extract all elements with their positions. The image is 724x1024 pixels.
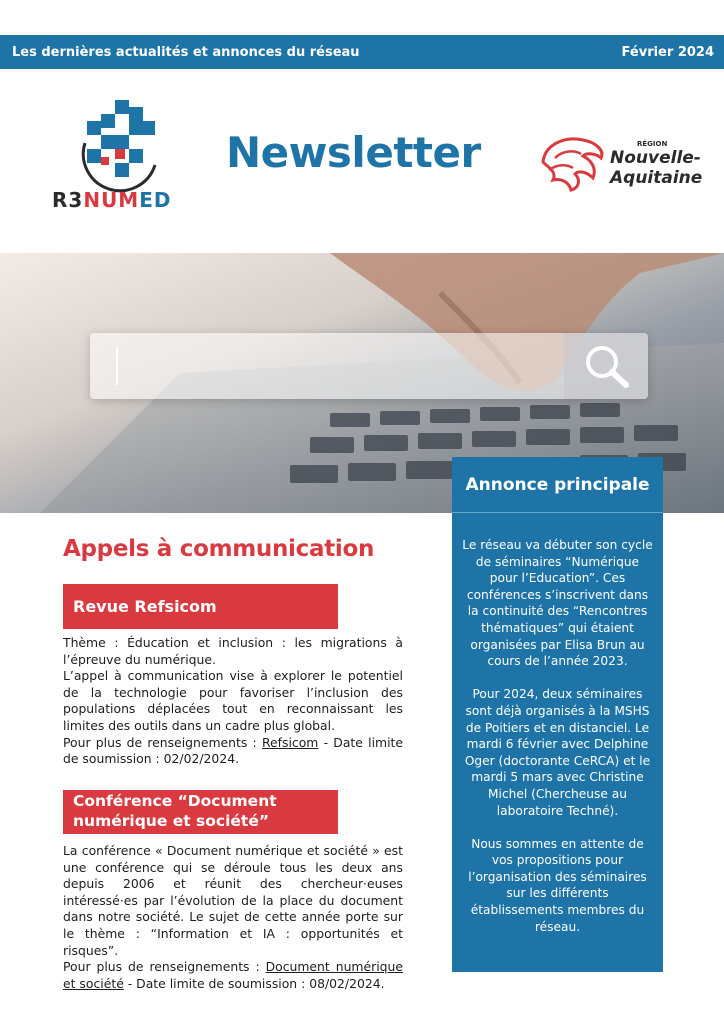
refsicom-heading: Revue Refsicom: [63, 584, 338, 629]
conference-heading: Conférence “Document numérique et société”: [63, 790, 338, 834]
conference-link[interactable]: Document numérique et société: [63, 959, 403, 991]
top-banner: [0, 35, 724, 69]
refsicom-description: L’appel à communication vise à explorer le potentiel de la technologie pour favoriser l’inclusion des populations déplacées tout en reconnaissant les limites des outils dans un cadre plus global.: [63, 668, 403, 733]
region-label: RÉGION: [637, 140, 668, 148]
announcement-title: Annonce principale: [452, 457, 663, 513]
refsicom-link[interactable]: Refsicom: [261, 734, 319, 750]
announcement-paragraph: Pour 2024, deux séminaires sont déjà organisés à la MSHS de Poitiers et en distanciel. Le mardi 6 février avec Delphine Oger (doctorante CeRCA) et le mardi 5 mars avec Christine Michel (Chercheuse au laboratoire Techné).: [464, 687, 651, 818]
refsicom-info: Pour plus de renseignements : Refsicom - Date limite de soumission : 02/02/2024.: [63, 734, 403, 767]
refsicom-text: [63, 635, 403, 768]
conference-text: [63, 843, 403, 992]
search-button: [564, 333, 648, 399]
announcement-body: [452, 513, 663, 935]
conference-description: La conférence « Document numérique et société » est une conférence qui se déroule tous les deux ans depuis 2006 et réunit des chercheur·euses intéressé·es par l’évolution de la place du document dans notre société. Le sujet de cette année porte sur le thème : “Information et IA : opportunités et risques”.: [63, 843, 403, 958]
region-name: Nouvelle- Aquitaine: [610, 148, 703, 188]
banner-tagline: Les dernières actualités et annonces du réseau: [12, 44, 360, 60]
announcement-paragraph: Le réseau va débuter son cycle de séminaires “Numérique pour l’Education”. Ces conférences s’inscrivent dans la continuité des “Rencontres thématiques” qui étaient organisées par Elisa Brun au cours de l’année 2023.: [462, 538, 653, 669]
banner-date: Février 2024: [621, 44, 714, 60]
calls-section-title: Appels à communication: [63, 536, 375, 562]
newsletter-title: Newsletter: [226, 128, 481, 177]
magnifier-icon: [564, 333, 648, 399]
search-bar: [90, 333, 648, 399]
conference-info: Pour plus de renseignements : Document numérique et société - Date limite de soumission : 08/02/2024.: [63, 959, 403, 991]
announcement-paragraph: Nous sommes en attente de vos propositions pour l’organisation des séminaires sur les différents établissements membres du réseau.: [468, 836, 647, 934]
main-announcement-box: [452, 457, 663, 972]
network-logo-text: R3NUMED: [52, 188, 172, 212]
refsicom-theme: Thème : Éducation et inclusion : les migrations à l’épreuve du numérique.: [63, 635, 403, 667]
search-cursor: [116, 347, 118, 385]
